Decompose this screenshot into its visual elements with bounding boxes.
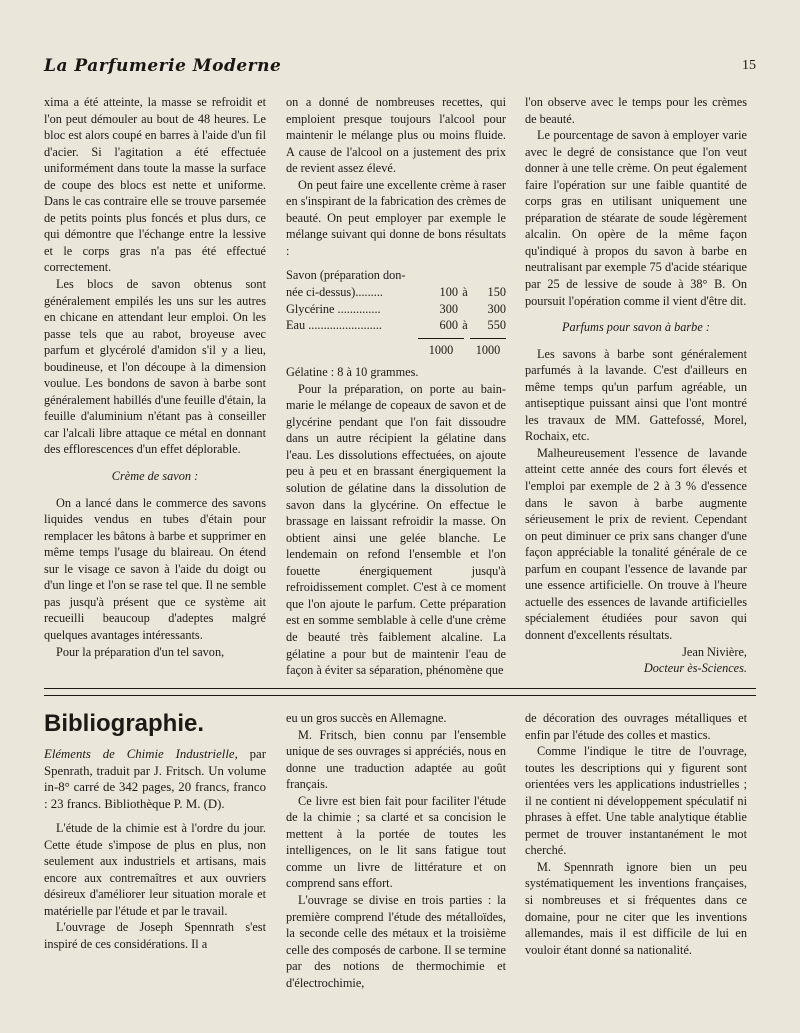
recipe-qty-min	[410, 267, 458, 284]
paragraph: Les blocs de savon obtenus sont généralement empilés les uns sur les autres en chicane en attendant leur emploi. On les passe tels que au rabot, broyeuse avec parfum et glycérolé d'amidon s'il y a lieu, boudineuse, et l'on découpe à la dimension voulue. Les bondons de savon à barbe sont généralement habillés d'une feuille d'étain, la feuille d'aluminium n'étant pas à conseiller car l'alcali libre attaque ce métal en donnant des efflorescences d'un effet déplorable.	[44, 277, 266, 457]
book-title: Eléments de Chimie Industrielle,	[44, 747, 238, 761]
recipe-ingredient: Savon (préparation don-	[286, 268, 406, 283]
paragraph: M. Spennrath ignore bien un peu systématiquement les inventions françaises, si nombreuses et si fréquentes dans ce domaine, pour ne citer que les inventions allemandes, mais il est difficile de lui en vouloir étant donné sa nationalité.	[525, 859, 747, 957]
paragraph: L'ouvrage se divise en trois parties : la première comprend l'étude des métalloïdes, la seconde celle des métaux et la troisième celle des composés de carbone. Il se termine par des notions de thermochimie et d'électrochimie,	[286, 893, 506, 990]
paragraph: Malheureusement l'essence de lavande atteint cette année des cours fort élevés et l'emploi par exemple de 2 à 3 % d'essence dans le savon à barbe augmente sérieusement le prix de revient. Cependant on peut diminuer ce prix sans changer d'une façon appréciable la tonalité générale de ce parfum en coupant l'essence de lavande par une essence artificielle. On trouve à l'heure actuelle des essences de lavande artificielles spécialement étudiées pour savon qui donnent d'excellents résultats.	[525, 445, 747, 642]
paragraph: Ce livre est bien fait pour faciliter l'étude de la chimie ; sa clarté et sa concision le mettent à la portée de toutes les intelligences, on le lit sans fatigue tout comme un livre de littérature et on comprend sans effort.	[286, 793, 506, 891]
recipe-separator: à	[462, 318, 468, 333]
paragraph: On a lancé dans le commerce des savons liquides vendus en tubes d'étain pour remplacer les bâtons à barbe et supprimer en même temps l'usage du blaireau. On étend sur le visage ce savon à l'aide du doigt ou d'un linge et l'on se rase tel que. Il ne semble pas jusqu'à présent que ce système ait recueilli beaucoup d'adeptes malgré quelques avantages intéressants.	[44, 495, 266, 642]
paragraph: de décoration des ouvrages métalliques et enfin par l'étude des colles et mastics.	[525, 711, 747, 742]
section-heading-creme-de-savon: Crème de savon :	[111, 469, 199, 484]
book-reference	[44, 746, 266, 812]
recipe-ingredient: née ci-dessus).........	[286, 285, 383, 300]
paragraph: L'étude de la chimie est à l'ordre du jour. Cette étude s'impose de plus en plus, non seulement aux industriels et artisans, mais encore aux contremaîtres et aux ouvriers désireux d'améliorer leur situation morale et matérielle par l'étude et par le travail.	[44, 821, 266, 918]
recipe-qty-max: 550	[487, 318, 506, 333]
article-column-1	[44, 94, 266, 660]
paragraph: On peut faire une excellente crème à raser en s'inspirant de la fabrication des crèmes de beauté. On peut employer par exemple le mélange suivant qui donne de bons résultats :	[286, 177, 506, 258]
recipe-separator	[458, 301, 472, 318]
recipe-row	[286, 317, 506, 334]
recipe-qty-min: 300	[439, 301, 458, 316]
paragraph: l'on observe avec le temps pour les crèmes de beauté.	[525, 95, 747, 126]
recipe-qty-min: 600	[439, 318, 458, 333]
recipe-row	[286, 267, 506, 284]
paragraph: eu un gros succès en Allemagne.	[286, 711, 447, 725]
article-column-2	[286, 94, 506, 679]
bibliography-column-3	[525, 710, 747, 958]
paragraph: xima a été atteinte, la masse se refroidit et l'on peut démouler au bout de 48 heures. Le bloc est alors coupé en barres à l'aide d'un fil d'acier. Si l'agitation a été effectuée uniformément dans toute la masse la surface de coupe des blocs est nette et uniforme. Dans le cas contraire elle se trouve parsemée de petits points plus foncés et plus durs, ce qui démontre que l'échange entre la lessive et le corps gras n'a pas été effectué correctement.	[44, 95, 266, 275]
article-column-3	[525, 94, 747, 677]
recipe-ingredient: Eau ........................	[286, 318, 382, 333]
masthead-logo: La Parfumerie Moderne	[44, 56, 282, 76]
bibliography-column-2	[286, 710, 506, 991]
recipe-qty-min: 100	[439, 285, 458, 300]
bibliography-column-1	[44, 710, 266, 952]
bibliography-title: Bibliographie.	[44, 710, 205, 737]
paragraph: L'ouvrage de Joseph Spennrath s'est inspiré de ces considérations. Il a	[44, 920, 266, 951]
recipe-totals	[286, 338, 506, 359]
recipe-ingredient: Glycérine ..............	[286, 301, 381, 316]
recipe-qty-max: 300	[487, 301, 506, 316]
recipe-qty-max	[472, 267, 506, 284]
recipe-separator	[458, 267, 472, 284]
paragraph: Le pourcentage de savon à employer varie avec le degré de consistance que l'on veut donner à une telle crème. On peut également faire l'opération sur une faible quantité de corps gras en utilisant uniquement une préparation de stéarate de soude légèrement alcalin. On opère de la même façon qu'indiqué à propos du savon à barbe en neutralisant par exemple 75 d'acide stéarique par 25 de lessive de soude à 38° B. On poursuit l'opération comme il vient d'être dit.	[525, 128, 747, 308]
recipe-table	[286, 267, 506, 358]
page-number: 15	[742, 58, 756, 73]
paragraph: Les savons à barbe sont généralement parfumés à la lavande. C'est d'ailleurs en même temps qu'un parfum agréable, un antiseptique puissant ainsi que l'ont montré les travaux de MM. Gattefossé, Morel, Rochaix, etc.	[525, 346, 747, 444]
paragraph: Comme l'indique le titre de l'ouvrage, toutes les descriptions qui y figurent sont orientées vers les applications industrielles ; il ne contient ni développement spéculatif ni phrases à effet. Une table analytique établie permet de trouver instantanément le mot cherché.	[525, 744, 747, 858]
author-title: Docteur ès-Sciences.	[643, 661, 747, 676]
section-divider	[44, 688, 756, 696]
paragraph: Pour la préparation d'un tel savon,	[56, 644, 225, 659]
page-header	[44, 56, 756, 86]
recipe-total-max: 1000	[470, 338, 506, 359]
paragraph: on a donné de nombreuses recettes, qui emploient presque toujours l'alcool pour maintenir le mélange plus ou moins fluide. A cause de l'alcool on a justement des prix de revient assez élevé.	[286, 95, 506, 176]
recipe-qty-max: 150	[487, 285, 506, 300]
author-name: Jean Nivière,	[682, 644, 747, 659]
section-heading-parfums: Parfums pour savon à barbe :	[562, 320, 710, 335]
recipe-row	[286, 284, 506, 301]
paragraph: Pour la préparation, on porte au bain-marie le mélange de copeaux de savon et de glycérine pendant que l'on fait dissoudre dans un autre récipient la gélatine dans l'eau. Les dissolutions effectuées, on ajoute peu à peu et en brassant énergiquement la solution de gélatine dans la dissolution de savon dans la glycérine. On effectue le brassage en laissant refroidir la masse. On obtient ainsi une gelée blanche. Le lendemain on refond l'ensemble et l'on fouette énergiquement jusqu'à refroidissement complet. C'est à ce moment que l'on ajoute le parfum. Cette préparation est en somme semblable à celle d'une crème de beauté très faiblement alcaline. La gélatine a pour but de maintenir l'eau de façon à éviter sa séparation, phénomène que	[286, 381, 506, 678]
gelatine-line: Gélatine : 8 à 10 grammes.	[286, 365, 419, 380]
book-details: par Spenrath, traduit par J. Fritsch. Un volume in-8° carré de 342 pages, 20 francs, franco : 23 francs. Bibliothèque P. M. (D).	[44, 747, 266, 811]
paragraph: M. Fritsch, bien connu par l'ensemble unique de ses ouvrages si appréciés, nous en donne une traduction adaptée au goût français.	[286, 727, 506, 792]
recipe-total-min: 1000	[418, 338, 464, 359]
recipe-separator: à	[462, 285, 468, 300]
recipe-row	[286, 301, 506, 318]
